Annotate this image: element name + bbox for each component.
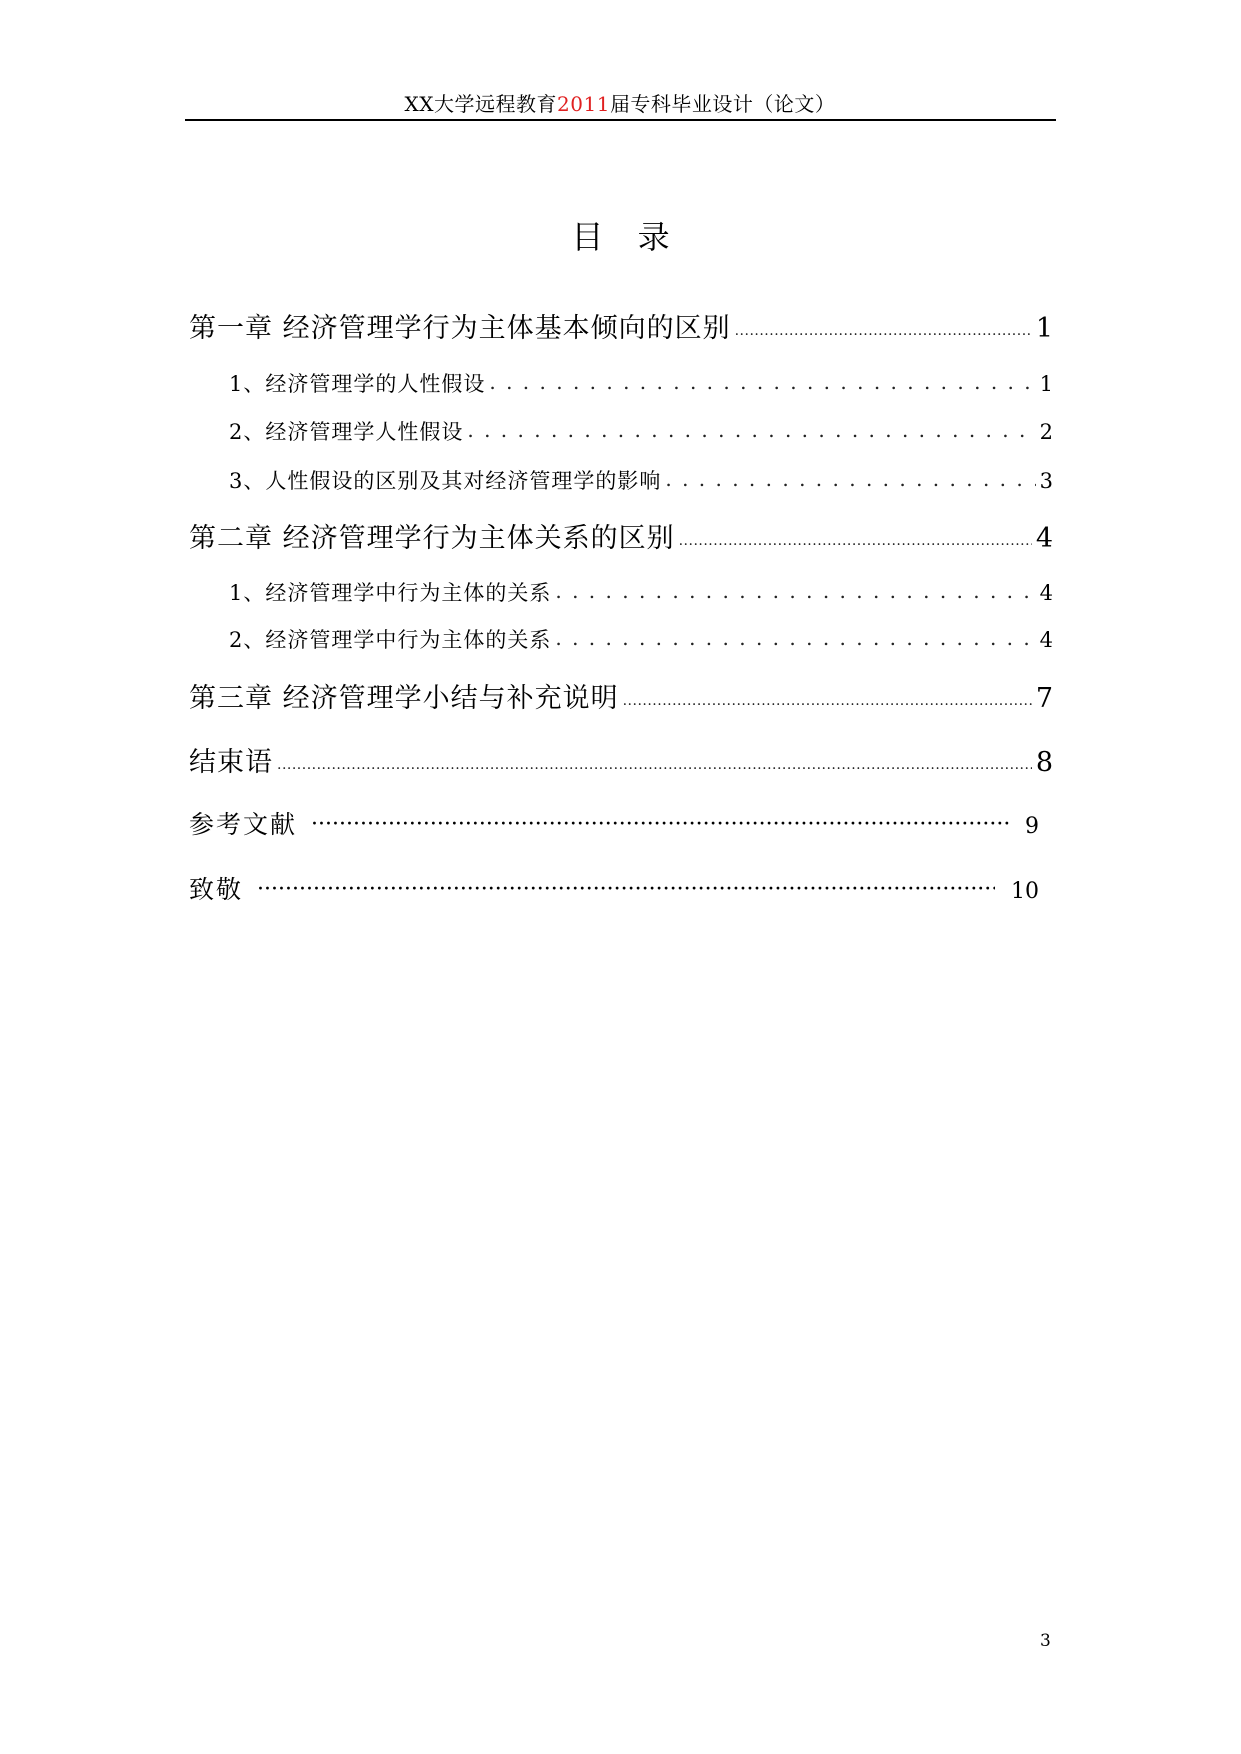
toc-dot-leader [311,808,1009,837]
toc-entry-label: 3、人性假设的区别及其对经济管理学的影响 [229,469,662,493]
toc-entry-label: 1、经济管理学中行为主体的关系 [229,581,552,605]
toc-dot-leader [623,681,1032,712]
toc-entry-references[interactable] [189,805,1039,841]
toc-entry-page: 2 [1039,420,1053,444]
toc-entry-section-2-2[interactable] [229,624,1053,654]
toc-entry-chapter-1[interactable] [189,306,1053,345]
toc-entry-page: 1 [1039,372,1053,396]
header-rule [185,119,1056,121]
toc-entry-conclusion[interactable] [189,740,1053,779]
toc-entry-section-1-1[interactable] [229,368,1053,398]
toc-entry-page: 9 [1025,814,1039,839]
header-year: 2011 [557,92,610,116]
toc-dot-leader [735,311,1032,342]
toc-entry-label: 致敬 [189,875,244,904]
toc-entry-page: 10 [1011,879,1039,904]
toc-title: 目 录 [571,218,682,256]
toc-entry-page: 4 [1039,581,1053,605]
toc-entry-page: 1 [1035,313,1053,344]
toc-entry-label: 参考文献 [189,810,298,839]
toc-entry-label: 2、经济管理学中行为主体的关系 [229,628,552,652]
toc-entry-label: 第三章 经济管理学小结与补充说明 [189,683,619,714]
toc-entry-section-2-1[interactable] [229,577,1053,607]
toc-dot-leader [555,626,1035,650]
toc-entry-page: 4 [1035,523,1053,554]
toc-entry-label: 第二章 经济管理学行为主体关系的区别 [189,523,675,554]
toc-entry-page: 7 [1035,683,1053,714]
toc-entry-label: 结束语 [189,747,273,778]
toc-entry-section-1-3[interactable] [229,465,1053,495]
toc-dot-leader [665,467,1035,491]
toc-entry-chapter-3[interactable] [189,676,1053,715]
toc-dot-leader [555,579,1035,603]
toc-entry-page: 4 [1039,628,1053,652]
toc-dot-leader [467,418,1035,442]
toc-dot-leader [679,521,1032,552]
toc-dot-leader [489,370,1035,394]
toc-entry-section-1-2[interactable] [229,416,1053,446]
toc-entry-page: 8 [1035,747,1053,778]
toc-dot-leader [257,873,995,902]
header-prefix: XX大学远程教育 [404,92,558,116]
toc-entry-label: 第一章 经济管理学行为主体基本倾向的区别 [189,313,731,344]
toc-entry-label: 1、经济管理学的人性假设 [229,372,486,396]
header-suffix: 届专科毕业设计（论文） [609,92,836,116]
toc-entry-chapter-2[interactable] [189,516,1053,555]
toc-entry-label: 2、经济管理学人性假设 [229,420,464,444]
toc-dot-leader [277,745,1032,776]
page-number: 3 [1040,1631,1051,1651]
toc-entry-page: 3 [1039,469,1053,493]
running-header [185,88,1055,117]
toc-entry-acknowledgement[interactable] [189,870,1039,906]
